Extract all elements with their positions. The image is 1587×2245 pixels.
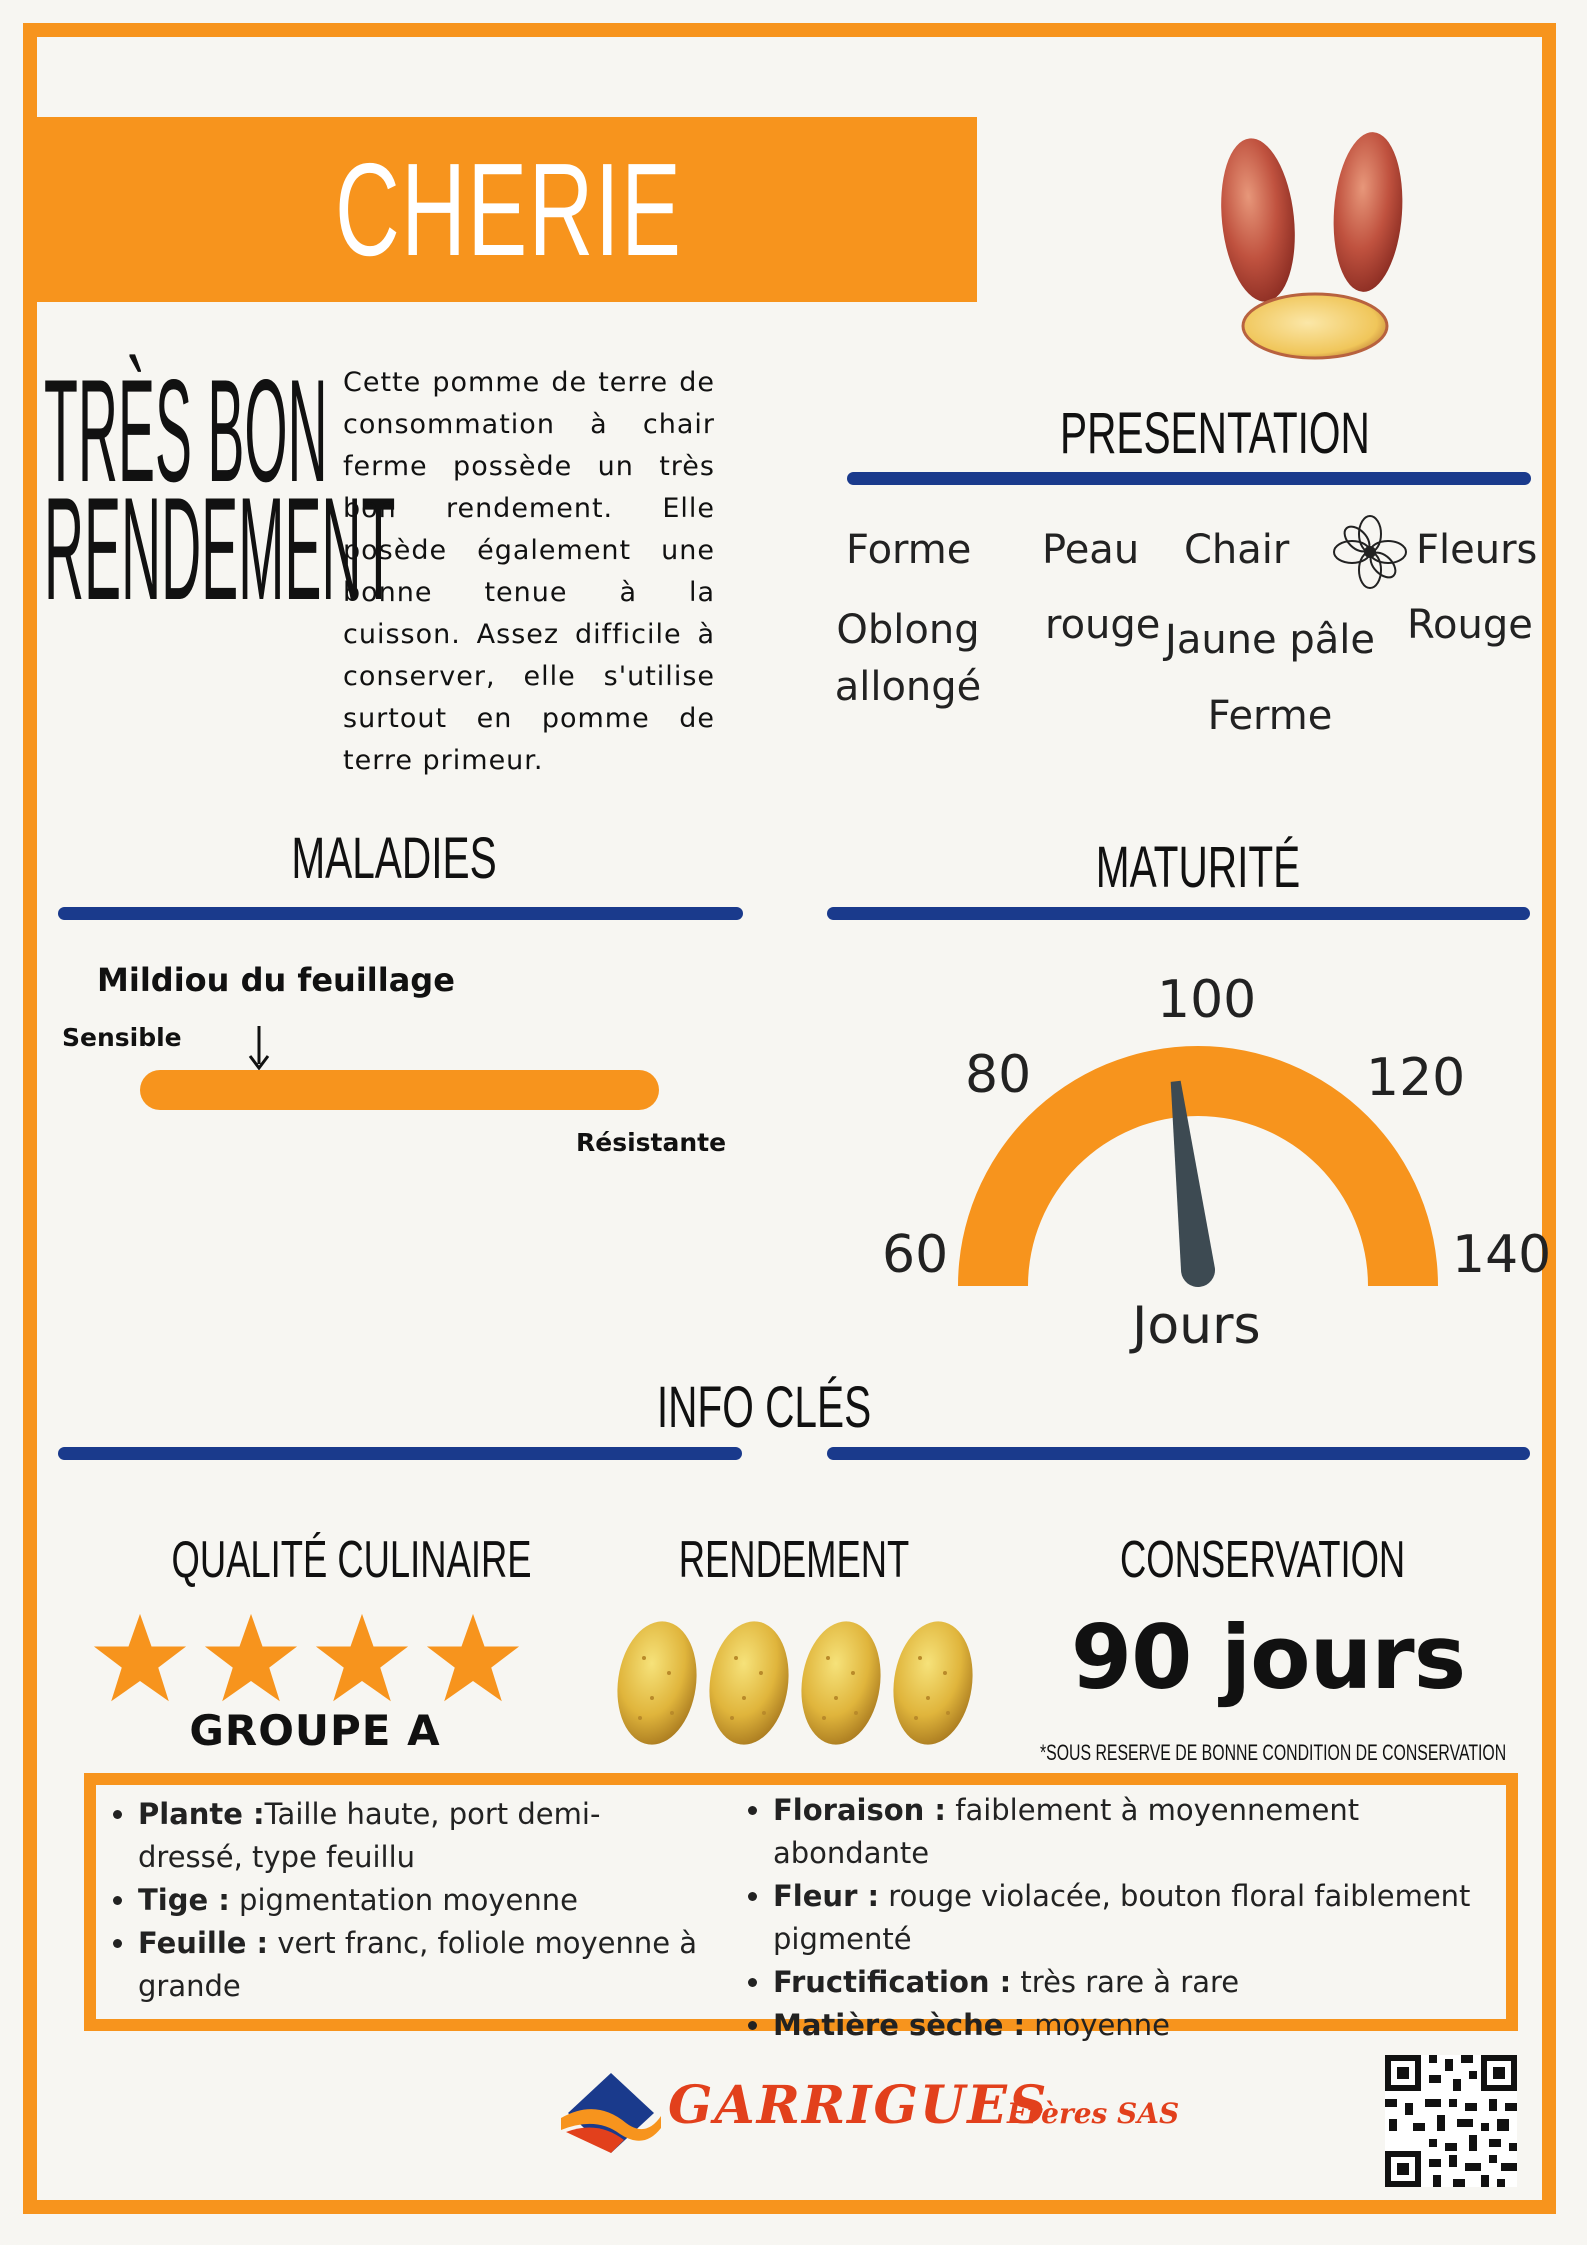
conservation-heading: CONSERVATION [1120, 1531, 1406, 1589]
maladies-divider [58, 907, 743, 920]
details-right-list [739, 1789, 1509, 2047]
rendement-heading: RENDEMENT [678, 1531, 910, 1589]
conservation-value: 90 jours [1070, 1606, 1466, 1709]
forme-value-line-1: Oblong [836, 607, 980, 653]
potato-icon [798, 1618, 884, 1748]
peau-value: rouge [1045, 602, 1161, 648]
detail-item: • Feuille : vert franc, foliole moyenne à grande [138, 1922, 704, 2008]
disease-name: Mildiou du feuillage [97, 961, 455, 999]
potato-photo [1200, 130, 1420, 370]
detail-item: • Fructification : très rare à rare [773, 1961, 1509, 2004]
presentation-heading: PRESENTATION [1060, 401, 1370, 466]
star-icon [203, 1610, 299, 1706]
logo-icon [556, 2068, 666, 2158]
flower-icon [1330, 512, 1410, 592]
fleurs-label: Fleurs [1416, 527, 1538, 573]
detail-item: • Matière sèche : moyenne [773, 2004, 1509, 2047]
forme-label: Forme [846, 527, 972, 573]
gauge-tick-80: 80 [965, 1045, 1032, 1105]
info-divider-right [827, 1447, 1530, 1460]
star-icon [314, 1610, 410, 1706]
fleurs-value: Rouge [1407, 602, 1533, 648]
chair-value-line-1: Jaune pâle [1165, 617, 1375, 663]
gauge-tick-100: 100 [1157, 970, 1257, 1030]
presentation-divider [847, 472, 1531, 485]
tagline-line-1: TRÈS BON [44, 349, 328, 512]
chair-value-line-2: Ferme [1207, 693, 1333, 739]
description: Cette pomme de terre de consommation à chair ferme possède un très bon rendement. Elle posède également une bonne tenue à la cuisson. Assez difficile à conserver, elle s'utilise surtout en pomme de terre primeur. [343, 367, 715, 776]
gauge-tick-120: 120 [1366, 1048, 1466, 1108]
gauge-tick-60: 60 [882, 1225, 949, 1285]
detail-item: • Tige : pigmentation moyenne [138, 1879, 704, 1922]
maladies-heading: MALADIES [291, 826, 497, 891]
qr-code[interactable] [1385, 2055, 1517, 2187]
conservation-note: *SOUS RESERVE DE BONNE CONDITION DE CONSERVATION [1040, 1740, 1507, 1765]
gauge-tick-140: 140 [1452, 1225, 1552, 1285]
gauge-unit: Jours [1132, 1296, 1261, 1356]
resistante-label: Résistante [576, 1128, 727, 1157]
star-icon [425, 1610, 521, 1706]
sensible-label: Sensible [62, 1023, 182, 1052]
detail-item: • Plante :Taille haute, port demi-dressé, type feuillu [138, 1793, 704, 1879]
info-cles-heading: INFO CLÉS [656, 1375, 872, 1440]
qualite-heading: QUALITÉ CULINAIRE [171, 1531, 532, 1589]
maturite-heading: MATURITÉ [1095, 835, 1301, 900]
detail-item: • Fleur : rouge violacée, bouton floral faiblement pigmenté [773, 1875, 1509, 1961]
peau-label: Peau [1042, 527, 1140, 573]
maturite-divider [827, 907, 1530, 920]
forme-value [818, 602, 998, 716]
brand-name: GARRIGUES [668, 2075, 1049, 2136]
resistance-scale [140, 1070, 659, 1110]
detail-item: • Floraison : faiblement à moyennement abondante [773, 1789, 1509, 1875]
quality-stars [92, 1610, 522, 1710]
arrow-down-icon [247, 1024, 271, 1072]
yield-potatoes [614, 1618, 994, 1758]
tagline-line-2: RENDEMENT [44, 467, 396, 630]
quality-group: GROUPE A [189, 1706, 441, 1755]
chair-value [1160, 602, 1380, 754]
potato-icon [706, 1618, 792, 1748]
forme-value-line-2: allongé [834, 664, 982, 710]
info-divider-left [58, 1447, 742, 1460]
page-title: CHERIE [335, 136, 683, 283]
potato-icon [890, 1618, 976, 1748]
potato-icon [614, 1618, 700, 1748]
star-icon [92, 1610, 188, 1706]
details-left-list [104, 1793, 704, 2008]
brand-suffix: Frères SAS [1007, 2097, 1180, 2130]
chair-label: Chair [1184, 527, 1290, 573]
